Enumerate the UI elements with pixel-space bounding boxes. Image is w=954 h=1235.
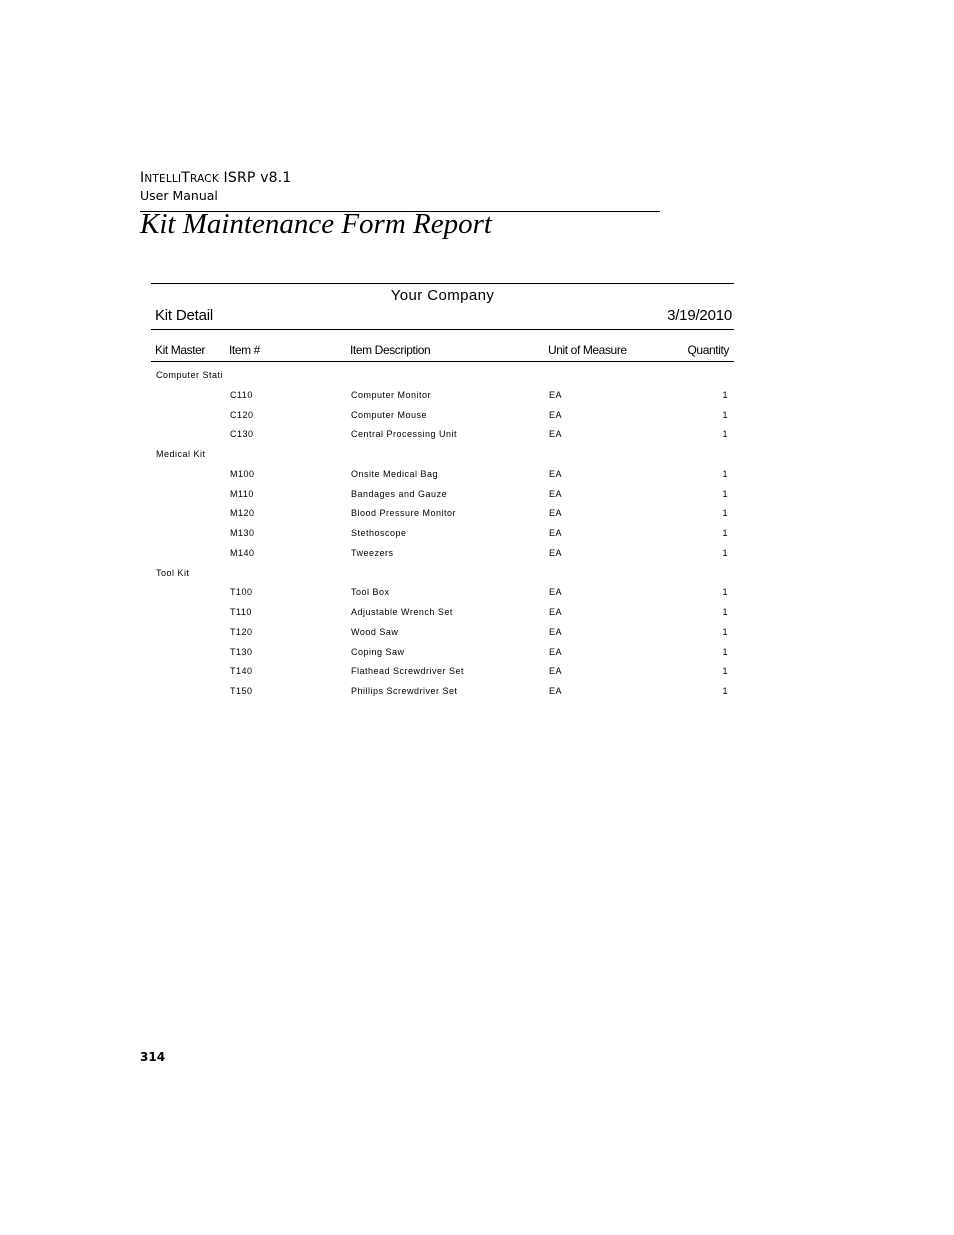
unit-of-measure-cell: EA bbox=[549, 508, 563, 519]
unit-of-measure-cell: EA bbox=[549, 429, 563, 440]
unit-of-measure-cell: EA bbox=[549, 389, 563, 400]
item-description-cell: Wood Saw bbox=[351, 626, 399, 637]
manual-header bbox=[140, 170, 660, 204]
item-number-cell: T100 bbox=[230, 587, 253, 598]
product-small-2: RACK bbox=[190, 173, 219, 185]
unit-of-measure-cell: EA bbox=[549, 666, 563, 677]
kit-master-label: Computer Stati bbox=[156, 370, 224, 380]
quantity-cell: 1 bbox=[722, 607, 728, 617]
item-number-cell: T110 bbox=[230, 607, 252, 617]
unit-of-measure-cell: EA bbox=[549, 468, 563, 479]
quantity-cell: 1 bbox=[722, 528, 728, 538]
item-description-cell: Coping Saw bbox=[351, 646, 405, 657]
column-header-rule bbox=[151, 361, 734, 362]
item-number-cell: T120 bbox=[230, 626, 253, 637]
quantity-cell: 1 bbox=[722, 468, 728, 479]
item-description-cell: Computer Mouse bbox=[351, 409, 428, 420]
column-header-item-number: Item # bbox=[229, 343, 260, 357]
product-small-1: NTELLI bbox=[144, 173, 182, 185]
quantity-cell: 1 bbox=[722, 429, 728, 440]
item-number-cell: M110 bbox=[230, 488, 254, 499]
item-description-cell: Phillips Screwdriver Set bbox=[351, 686, 458, 696]
item-number-cell: M130 bbox=[230, 528, 255, 538]
item-description-cell: Adjustable Wrench Set bbox=[351, 607, 453, 617]
quantity-cell: 1 bbox=[722, 666, 728, 677]
item-description-cell: Flathead Screwdriver Set bbox=[351, 666, 465, 677]
item-number-cell: C130 bbox=[230, 429, 254, 440]
unit-of-measure-cell: EA bbox=[549, 686, 563, 696]
item-description-cell: Computer Monitor bbox=[351, 389, 432, 400]
column-header-description: Item Description bbox=[350, 343, 431, 357]
report-company: Your Company bbox=[390, 287, 495, 304]
quantity-cell: 1 bbox=[722, 488, 728, 499]
unit-of-measure-cell: EA bbox=[549, 587, 563, 598]
quantity-cell: 1 bbox=[722, 646, 728, 657]
item-number-cell: M100 bbox=[230, 468, 255, 479]
item-description-cell: Blood Pressure Monitor bbox=[351, 508, 457, 519]
column-header-kit-master: Kit Master bbox=[155, 343, 206, 357]
item-number-cell: T140 bbox=[230, 666, 253, 677]
unit-of-measure-cell: EA bbox=[549, 547, 563, 558]
report-header-rule bbox=[151, 329, 734, 330]
item-description-cell: Bandages and Gauze bbox=[351, 488, 448, 499]
item-number-cell: M120 bbox=[230, 508, 255, 519]
quantity-cell: 1 bbox=[722, 587, 728, 598]
page-title: Kit Maintenance Form Report bbox=[140, 208, 492, 240]
unit-of-measure-cell: EA bbox=[549, 488, 563, 499]
kit-master-label: Medical Kit bbox=[156, 449, 206, 459]
product-initial-2: T bbox=[181, 170, 191, 186]
item-number-cell: C120 bbox=[230, 409, 254, 420]
item-number-cell: T130 bbox=[230, 646, 253, 657]
product-name bbox=[140, 170, 660, 188]
column-header-unit-of-measure: Unit of Measure bbox=[548, 343, 627, 357]
manual-subtitle: User Manual bbox=[140, 188, 218, 203]
item-number-cell: C110 bbox=[230, 389, 253, 400]
item-description-cell: Central Processing Unit bbox=[351, 429, 458, 440]
item-number-cell: T150 bbox=[230, 686, 253, 696]
quantity-cell: 1 bbox=[722, 626, 728, 637]
quantity-cell: 1 bbox=[722, 508, 728, 519]
unit-of-measure-cell: EA bbox=[549, 646, 563, 657]
quantity-cell: 1 bbox=[722, 409, 728, 420]
unit-of-measure-cell: EA bbox=[549, 409, 563, 420]
product-version: ISRP v8.1 bbox=[218, 170, 292, 186]
product-initial-1: I bbox=[140, 170, 145, 186]
quantity-cell: 1 bbox=[722, 547, 728, 558]
report-name: Kit Detail bbox=[155, 307, 214, 324]
unit-of-measure-cell: EA bbox=[549, 528, 563, 538]
column-header-quantity: Quantity bbox=[687, 343, 729, 357]
page-number: 314 bbox=[140, 1050, 166, 1064]
item-number-cell: M140 bbox=[230, 547, 255, 558]
report-date: 3/19/2010 bbox=[667, 307, 732, 324]
quantity-cell: 1 bbox=[722, 389, 728, 400]
item-description-cell: Tool Box bbox=[351, 587, 390, 598]
item-description-cell: Tweezers bbox=[351, 547, 394, 558]
report-top-rule bbox=[151, 283, 734, 284]
item-description-cell: Onsite Medical Bag bbox=[351, 468, 439, 479]
kit-master-label: Tool Kit bbox=[156, 567, 190, 578]
item-description-cell: Stethoscope bbox=[351, 528, 407, 538]
unit-of-measure-cell: EA bbox=[549, 626, 563, 637]
unit-of-measure-cell: EA bbox=[549, 607, 563, 617]
quantity-cell: 1 bbox=[722, 686, 728, 696]
